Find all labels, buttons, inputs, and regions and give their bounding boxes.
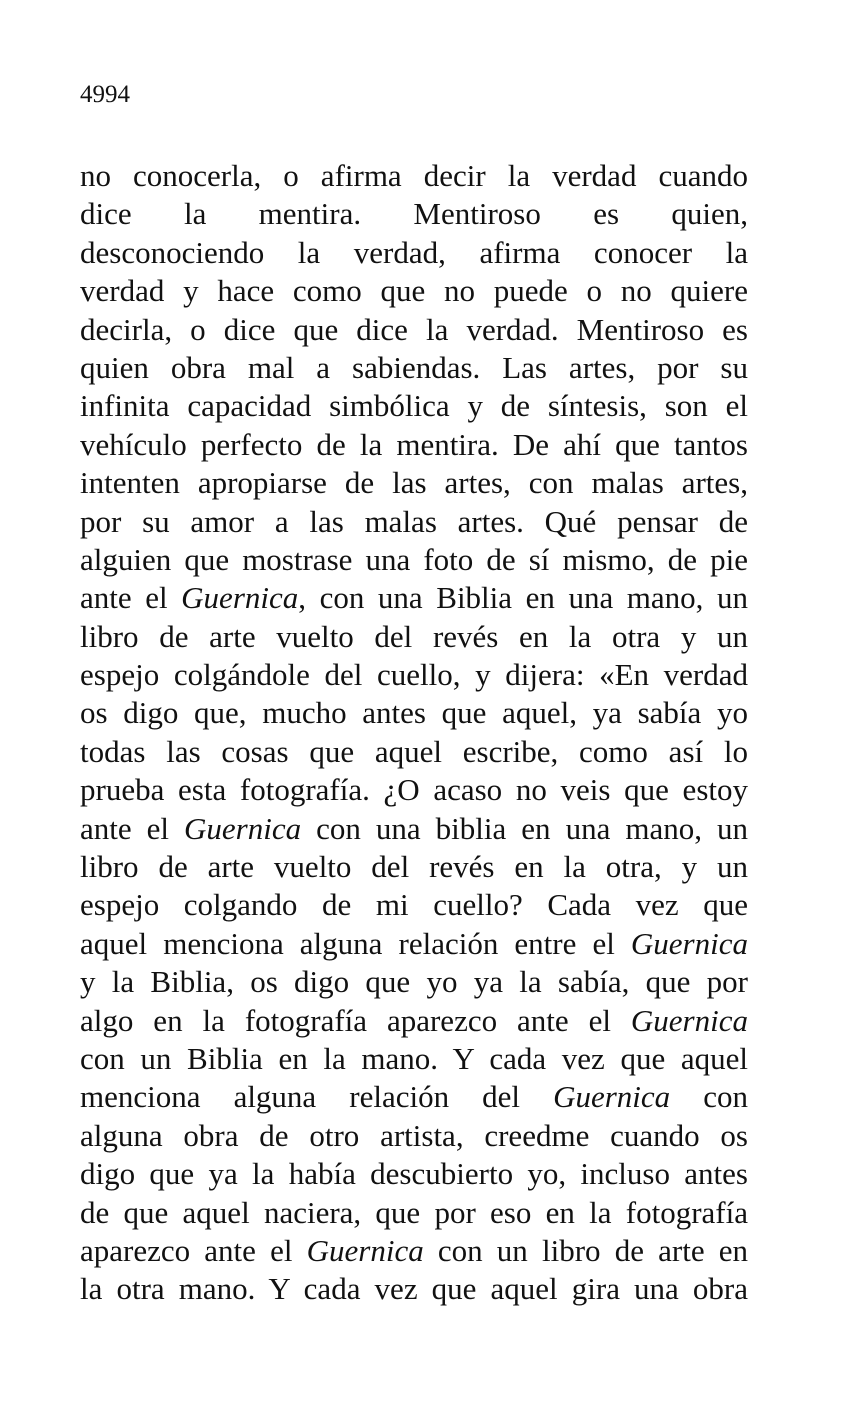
text-run: con un Biblia en la mano. Y cada vez que aquel <box>80 1040 748 1076</box>
text-run: ante el <box>80 810 185 846</box>
text-line <box>80 733 748 771</box>
text-line <box>80 1078 748 1116</box>
text-run: todas las cosas que aquel escribe, como así lo <box>80 733 748 769</box>
text-run: intenten apropiarse de las artes, con malas artes, <box>80 465 748 501</box>
text-run: por su amor a las malas artes. Qué pensar de <box>80 503 748 539</box>
text-run: ante el <box>80 580 182 616</box>
text-run: de que aquel naciera, que por eso en la fotografía <box>80 1194 748 1230</box>
text-line <box>80 464 748 502</box>
text-run: , con una Biblia en una mano, un <box>298 580 748 616</box>
text-run: desconociendo la verdad, afirma conocer la <box>80 234 748 270</box>
text-run: decirla, o dice que dice la verdad. Mentiroso es <box>80 311 748 347</box>
text-run: la otra mano. Y cada vez que aquel gira una obra <box>80 1271 748 1307</box>
text-line <box>80 1270 748 1308</box>
text-line <box>80 810 748 848</box>
text-run: aparezco ante el <box>80 1232 307 1268</box>
text-line <box>80 618 748 656</box>
text-line <box>80 1194 748 1232</box>
text-run: con una biblia en una mano, un <box>301 810 748 846</box>
text-line <box>80 311 748 349</box>
text-run: verdad y hace como que no puede o no quiere <box>80 273 748 309</box>
text-run: espejo colgándole del cuello, y dijera: «En verdad <box>80 657 748 693</box>
text-run: espejo colgando de mi cuello? Cada vez que <box>80 887 748 923</box>
text-run: con <box>670 1079 748 1115</box>
text-line <box>80 1002 748 1040</box>
text-run: alguien que mostrase una foto de sí mismo, de pie <box>80 541 748 577</box>
text-line <box>80 1232 748 1270</box>
text-line <box>80 1117 748 1155</box>
italic-title: Guernica <box>553 1079 671 1115</box>
text-line <box>80 1155 748 1193</box>
italic-title: Guernica <box>630 1002 748 1038</box>
italic-title: Guernica <box>306 1232 424 1268</box>
text-run: quien obra mal a sabiendas. Las artes, por su <box>80 349 748 385</box>
text-run: os digo que, mucho antes que aquel, ya sabía yo <box>80 695 748 731</box>
text-run: con un libro de arte en <box>423 1232 749 1268</box>
text-line <box>80 656 748 694</box>
italic-title: Guernica <box>630 925 748 961</box>
text-line <box>80 694 748 732</box>
text-run: infinita capacidad simbólica y de síntesis, son el <box>80 388 748 424</box>
text-line <box>80 886 748 924</box>
italic-title: Guernica <box>181 580 299 616</box>
text-line <box>80 234 748 272</box>
text-line <box>80 157 748 195</box>
text-line <box>80 1040 748 1078</box>
text-run: libro de arte vuelto del revés en la otra, y un <box>80 849 748 885</box>
text-run: digo que ya la había descubierto yo, incluso antes <box>80 1156 748 1192</box>
text-run: aquel menciona alguna relación entre el <box>80 925 631 961</box>
body-paragraph <box>80 157 748 1309</box>
page-number: 4994 <box>80 81 130 108</box>
text-run: alguna obra de otro artista, creedme cuando os <box>80 1117 748 1153</box>
text-line <box>80 349 748 387</box>
text-line <box>80 848 748 886</box>
text-line <box>80 963 748 1001</box>
text-line <box>80 541 748 579</box>
text-line <box>80 503 748 541</box>
text-run: dice la mentira. Mentiroso es quien, <box>80 196 748 232</box>
text-line <box>80 925 748 963</box>
text-line <box>80 579 748 617</box>
text-line <box>80 771 748 809</box>
text-run: y la Biblia, os digo que yo ya la sabía, que por <box>80 964 748 1000</box>
text-run: menciona alguna relación del <box>80 1079 554 1115</box>
text-run: vehículo perfecto de la mentira. De ahí que tantos <box>80 426 748 462</box>
text-run: libro de arte vuelto del revés en la otra y un <box>80 618 748 654</box>
italic-title: Guernica <box>184 810 302 846</box>
text-line <box>80 272 748 310</box>
text-run: prueba esta fotografía. ¿O acaso no veis que estoy <box>80 772 748 808</box>
text-line <box>80 426 748 464</box>
text-run: algo en la fotografía aparezco ante el <box>80 1002 631 1038</box>
text-run: no conocerla, o afirma decir la verdad cuando <box>80 158 748 193</box>
text-line <box>80 195 748 233</box>
text-line <box>80 387 748 425</box>
